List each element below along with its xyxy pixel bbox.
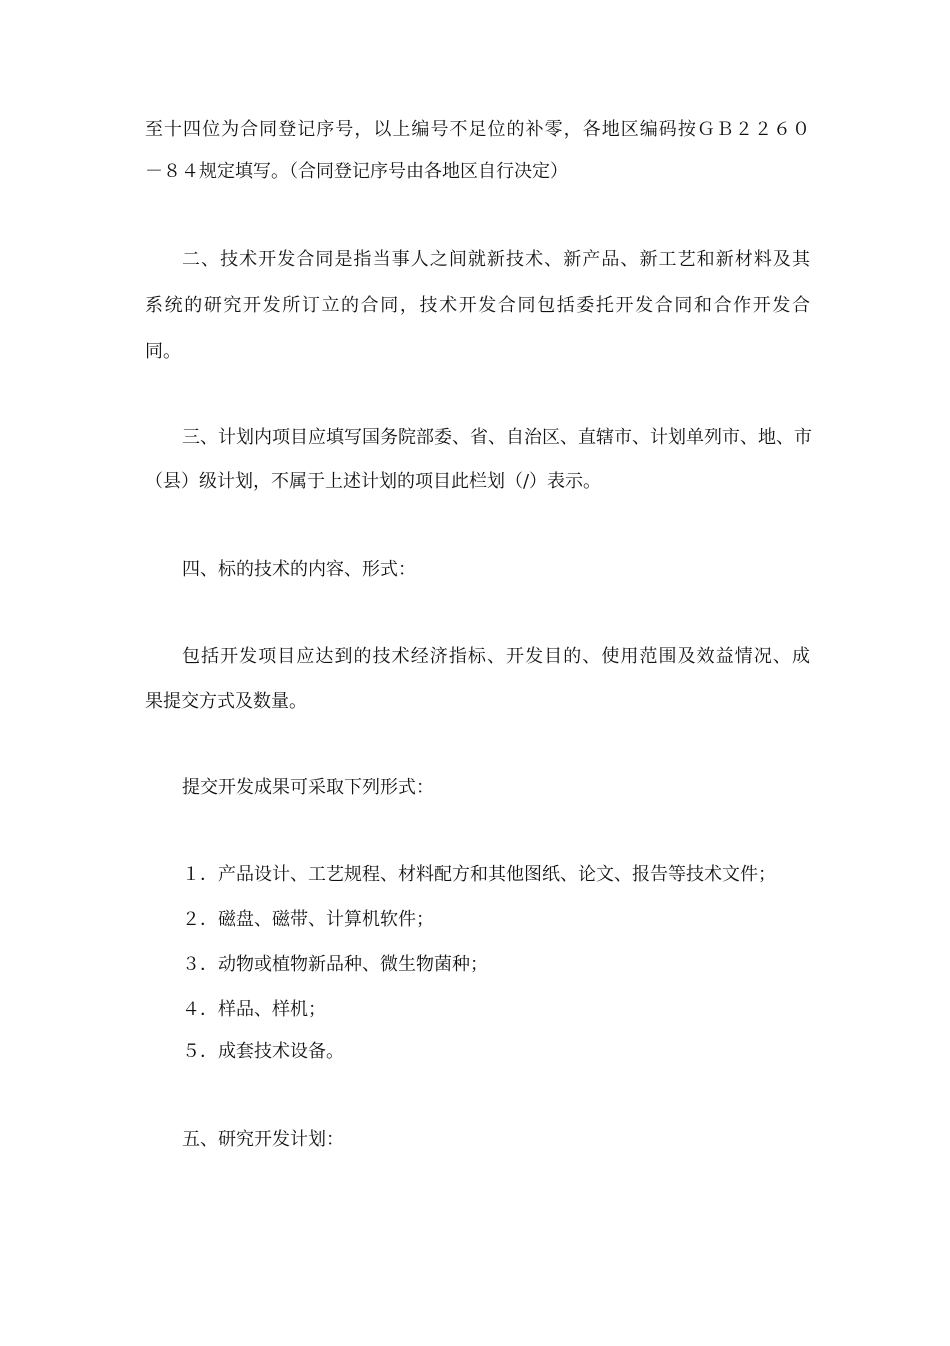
section-3-line-2: （县）级计划，不属于上述计划的项目此栏划（/）表示。	[145, 471, 602, 492]
section-3-line-1: 三、计划内项目应填写国务院部委、省、自治区、直辖市、计划单列市、地、市	[182, 427, 812, 448]
section-2-line-2: 系统的研究开发所订立的合同，技术开发合同包括委托开发合同和合作开发合	[145, 295, 810, 316]
list-item: ５．成套技术设备。	[182, 1041, 344, 1062]
list-item: １．产品设计、工艺规程、材料配方和其他图纸、论文、报告等技术文件；	[182, 864, 776, 885]
list-item: ４．样品、样机；	[182, 999, 326, 1020]
section-2-line-3: 同。	[145, 341, 181, 362]
list-item: ３．动物或植物新品种、微生物菌种；	[182, 954, 488, 975]
intro-line-2: －８４规定填写。（合同登记序号由各地区自行决定）	[145, 161, 568, 182]
section-5-heading: 五、研究开发计划：	[182, 1129, 344, 1150]
section-4-para-1-line-2: 果提交方式及数量。	[145, 691, 307, 712]
section-4-heading: 四、标的技术的内容、形式：	[182, 559, 416, 580]
section-2-line-1: 二、技术开发合同是指当事人之间就新技术、新产品、新工艺和新材料及其	[182, 249, 810, 270]
section-4-para-1-line-1: 包括开发项目应达到的技术经济指标、开发目的、使用范围及效益情况、成	[182, 646, 810, 667]
intro-line-1: 至十四位为合同登记序号，以上编号不足位的补零，各地区编码按ＧＢ２２６０	[145, 119, 810, 140]
section-4-para-2: 提交开发成果可采取下列形式：	[182, 777, 434, 798]
list-item: ２．磁盘、磁带、计算机软件；	[182, 909, 434, 930]
